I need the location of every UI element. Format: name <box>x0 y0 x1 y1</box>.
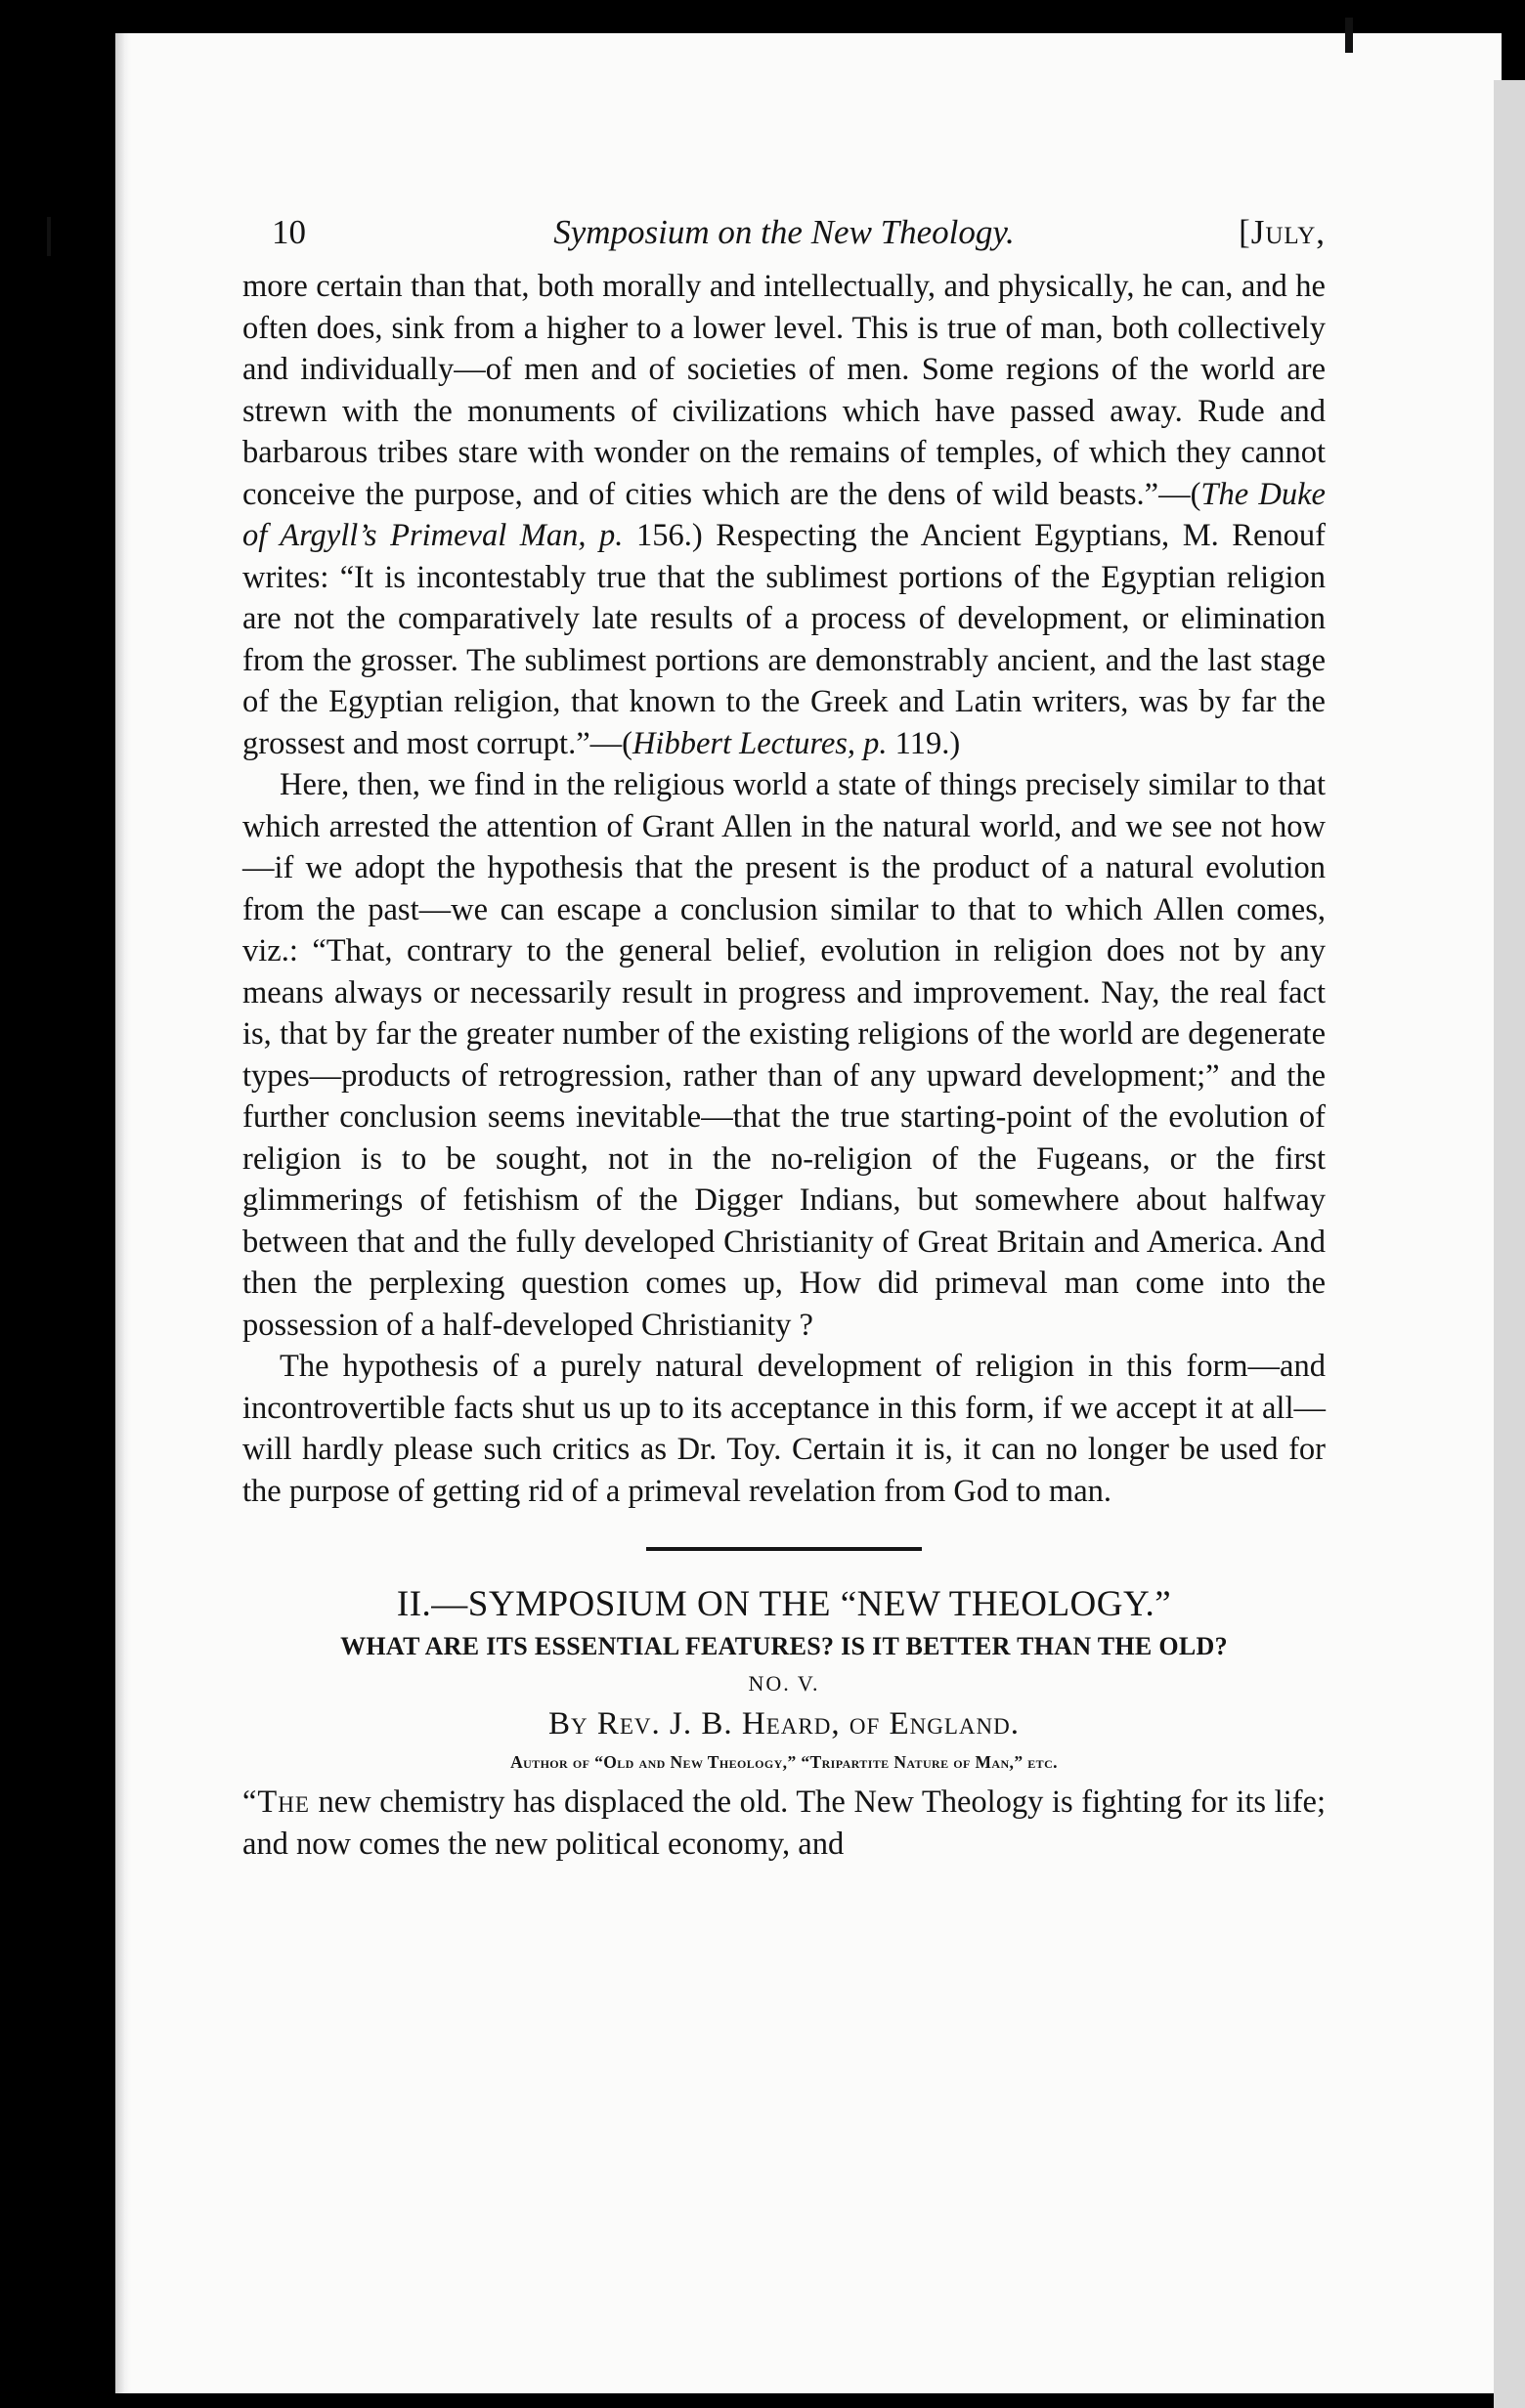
paragraph-1 <box>242 266 1326 764</box>
running-title: Symposium on the New Theology. <box>553 213 1015 251</box>
opening-word: “The <box>242 1784 310 1820</box>
running-head <box>242 205 1326 260</box>
next-page-edge <box>1494 80 1525 2408</box>
paragraph-1-middle: 156.) Respecting the Ancient Egyptians, M. Renouf writes: “It is incontestably true that the sublimest portions of the Egyptian religion are not the comparatively late results of a process of development, or elimination from the grosser. The sublimest portions are demonstrably ancient, and the last stage of the Egyptian religion, that known to the Greek and Latin writers, was by far the grossest and most corrupt.”—( <box>242 518 1326 761</box>
article-body <box>242 266 1326 1512</box>
section-subtitle: WHAT ARE ITS ESSENTIAL FEATURES? IS IT BETTER THAN THE OLD? <box>340 1632 1228 1660</box>
page-number: 10 <box>272 213 306 251</box>
section-opening-paragraph <box>242 1782 1326 1865</box>
running-head-month: [July, <box>1239 213 1326 251</box>
paragraph-3: The hypothesis of a purely natural development of religion in this form—and incontrovertible facts shut us up to its acceptance in this form, if we accept it at all—will hardly please such critics as Dr. Toy. Certain it is, it can no longer be used for the purpose of getting rid of a primeval revelation from God to man. <box>242 1349 1326 1509</box>
scan-mark-top-right <box>1345 18 1353 53</box>
author-byline: By Rev. J. B. Heard, of England. <box>548 1706 1020 1742</box>
paragraph-1-text: more certain than that, both morally and intellectually, and physically, he can, and he often does, sink from a higher to a lower level. This is true of man, both collectively and individually—of men and of societies of men. Some regions of the world are strewn with the monuments of civilizations which have passed away. Rude and barbarous tribes stare with wonder on the remains of temples, of which they cannot conceive the purpose, and of cities which are the dens of wild beasts.”—( <box>242 269 1326 512</box>
page-content <box>242 205 1326 1865</box>
section-title: II.—SYMPOSIUM ON THE “NEW THEOLOGY.” <box>396 1584 1172 1624</box>
citation-hibbert: Hibbert Lectures, p. <box>632 725 888 761</box>
page-gutter-shadow <box>115 33 131 2393</box>
section-divider <box>646 1547 922 1551</box>
citation-argyll: The Duke of Argyll’s Primeval Man, p. <box>242 476 1326 553</box>
section-number: NO. V. <box>748 1671 820 1696</box>
scan-mark-left <box>47 217 51 256</box>
paragraph-2: Here, then, we find in the religious world a state of things precisely similar to that which arrested the attention of Grant Allen in the natural world, and we see not how—if we adopt the hypothesis that the present is the product of a natural evolution from the past—we can escape a conclusion similar to that to which Allen comes, viz.: “That, contrary to the general belief, evolution in religion does not by any means always or necessarily result in progress and improvement. Nay, the real fact is, that by far the greater number of the existing religions of the world are degenerate types—products of retrogression, rather than of any upward development;” and the further conclusion seems inevitable—that the true starting-point of the evolution of religion is to be sought, not in the no-religion of the Fugeans, or the first glimmerings of fetishism of the Digger Indians, but somewhere about halfway between that and the fully developed Christianity of Great Britain and America. And then the perplexing question comes up, How did primeval man come into the possession of a half-developed Christianity ? <box>242 767 1326 1343</box>
opening-text: new chemistry has displaced the old. The New Theology is fighting for its life; and now comes the new political economy, and <box>242 1784 1326 1862</box>
author-works-note: Author of “Old and New Theology,” “Tripartite Nature of Man,” etc. <box>510 1752 1058 1772</box>
paragraph-1-end: 119.) <box>887 725 961 761</box>
